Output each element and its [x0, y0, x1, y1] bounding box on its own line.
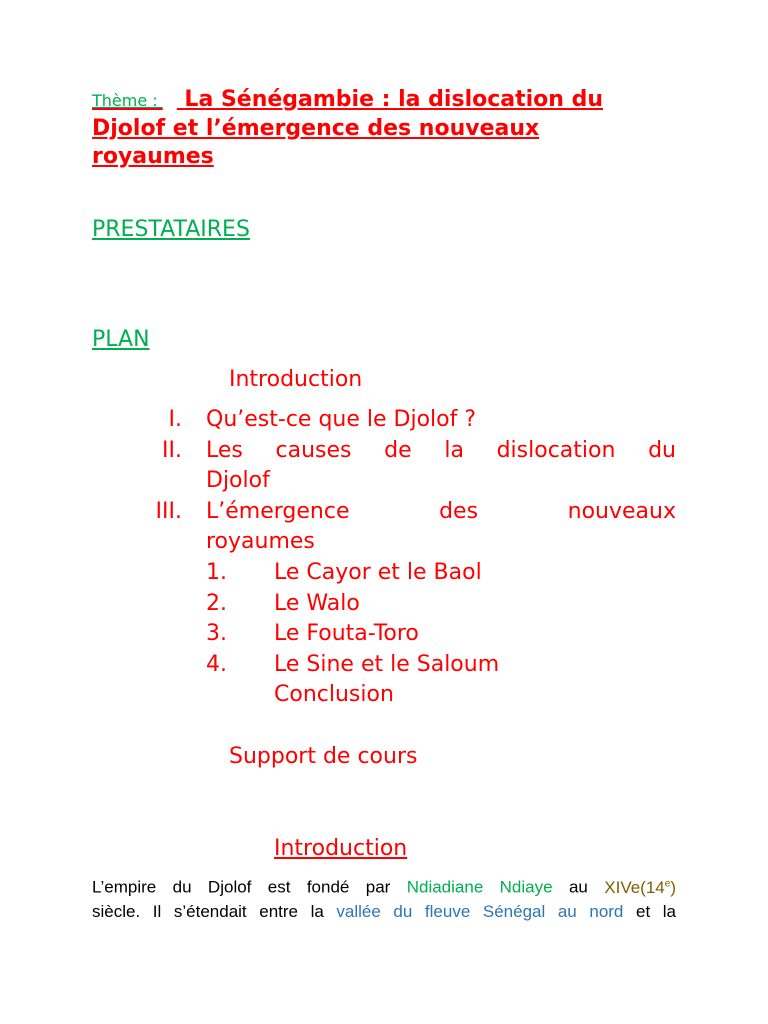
- theme-title: [92, 86, 676, 171]
- century-sup: e: [664, 878, 671, 889]
- paragraph-line: [92, 900, 676, 924]
- plan-subitem-label: Le Sine et le Saloum: [274, 652, 500, 677]
- plan-subitem-number: 1.: [206, 560, 227, 585]
- paragraph-text: et la: [623, 901, 676, 921]
- paragraph-text: siècle. Il s’étendait entre la: [92, 901, 337, 921]
- founder-name: Ndiadiane Ndiaye: [406, 877, 553, 897]
- theme-title-line2: Djolof et l’émergence des nouveaux: [92, 116, 540, 141]
- plan-subitem-label: Le Cayor et le Baol: [274, 560, 482, 585]
- plan-item-text: Qu’est-ce que le Djolof ?: [206, 407, 477, 432]
- plan-conclusion: Conclusion: [274, 682, 394, 707]
- plan-introduction: Introduction: [229, 367, 363, 392]
- plan-heading: PLAN: [92, 327, 150, 352]
- century-text: XIVe(14: [604, 877, 665, 897]
- plan-item-text: royaumes: [206, 529, 315, 554]
- theme-title-line3: royaumes: [92, 144, 214, 169]
- theme-label: Thème :: [92, 91, 163, 110]
- plan-item-text: Djolof: [206, 468, 270, 493]
- plan-item-numeral: I.: [168, 407, 182, 432]
- century: [604, 878, 676, 897]
- place-name: vallée du fleuve Sénégal au nord: [336, 901, 624, 921]
- plan-item-numeral: II.: [162, 438, 182, 463]
- theme-title-line1: La Sénégambie : la dislocation du: [184, 87, 604, 112]
- plan-subitem-label: Le Fouta-Toro: [274, 621, 419, 646]
- prestataires-heading: PRESTATAIRES: [92, 217, 250, 242]
- introduction-paragraph: [92, 872, 676, 924]
- plan-subitem-number: 2.: [206, 591, 227, 616]
- introduction-heading: Introduction: [274, 836, 408, 861]
- paragraph-line: [92, 872, 676, 900]
- plan-subitem-label: Le Walo: [274, 591, 360, 616]
- plan-item-text: Les causes de la dislocation du: [206, 438, 676, 463]
- century-close: ): [670, 877, 676, 897]
- plan-subitem-number: 4.: [206, 652, 227, 677]
- paragraph-text: L’empire du Djolof est fondé par: [92, 877, 407, 897]
- paragraph-text: au: [552, 877, 605, 897]
- plan-support: Support de cours: [229, 744, 418, 769]
- plan-item-numeral: III.: [155, 499, 182, 524]
- plan-subitem-number: 3.: [206, 621, 227, 646]
- plan-item-text: L’émergence des nouveaux: [206, 499, 676, 524]
